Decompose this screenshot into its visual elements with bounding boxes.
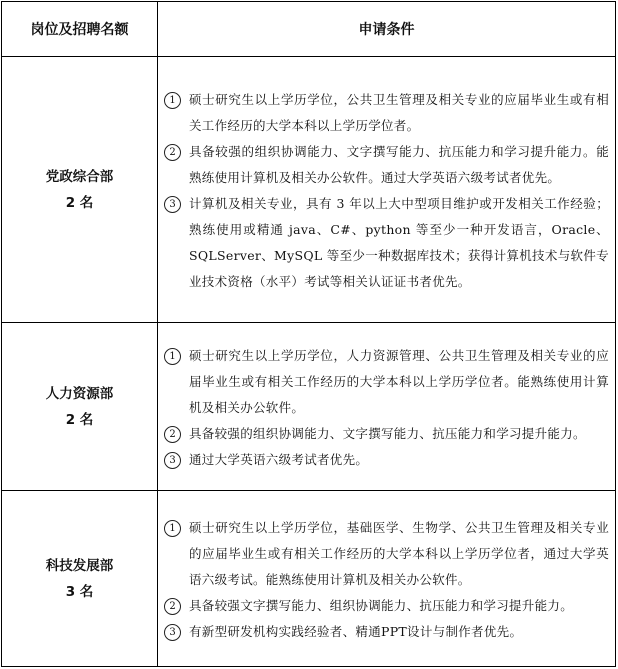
requirement-text: 具备较强的组织协调能力、文字撰写能力、抗压能力和学习提升能力。能熟练使用计算机及相关办公软件。通过大学英语六级考试者优先。 — [189, 143, 609, 185]
table-row — [2, 491, 616, 667]
requirement-text: 具备较强文字撰写能力、组织协调能力、抗压能力和学习提升能力。 — [189, 597, 574, 613]
table-row — [2, 323, 616, 491]
dept-quota: 2 名 — [65, 411, 94, 428]
requirement-text: 硕士研究生以上学历学位，人力资源管理、公共卫生管理及相关专业的应届毕业生或有相关工作经历的大学本科以上学历学位者。能熟练使用计算机及相关办公软件。 — [189, 347, 609, 415]
requirements-cell — [158, 57, 616, 323]
circled-number: 1 — [164, 348, 181, 365]
requirement-text: 有新型研发机构实践经验者、精通PPT设计与制作者优先。 — [189, 623, 523, 639]
dept-quota: 3 名 — [65, 583, 94, 600]
dept-cell — [2, 57, 158, 323]
requirement-item — [164, 421, 609, 447]
requirement-text: 硕士研究生以上学历学位，公共卫生管理及相关专业的应届毕业生或有相关工作经历的大学本科以上学历学位者。 — [189, 91, 609, 133]
requirement-item — [164, 593, 609, 619]
requirement-text: 通过大学英语六级考试者优先。 — [189, 451, 369, 467]
circled-number: 2 — [164, 598, 181, 615]
table-header-row — [2, 2, 616, 57]
circled-number: 3 — [164, 196, 181, 213]
requirement-text: 计算机及相关专业，具有 3 年以上大中型项目维护或开发相关工作经验；熟练使用或精通 java、C#、python 等至少一种开发语言，Oracle、SQLServer、MySQL 等至少一种数据库技术；获得计算机技术与软件专业技术资格（水平）考试等相关认证证书者优先。 — [189, 195, 609, 289]
requirements-cell — [158, 323, 616, 491]
dept-name: 党政综合部 — [45, 168, 114, 185]
dept-cell — [2, 323, 158, 491]
requirement-item — [164, 87, 609, 139]
header-position-quota: 岗位及招聘名额 — [2, 2, 158, 57]
requirement-item — [164, 343, 609, 421]
requirement-item — [164, 619, 609, 645]
dept-name: 人力资源部 — [45, 385, 114, 402]
requirement-text: 具备较强的组织协调能力、文字撰写能力、抗压能力和学习提升能力。 — [189, 425, 586, 441]
circled-number: 2 — [164, 144, 181, 161]
recruitment-table — [1, 1, 616, 667]
circled-number: 2 — [164, 426, 181, 443]
requirements-cell — [158, 491, 616, 667]
circled-number: 1 — [164, 92, 181, 109]
circled-number: 3 — [164, 452, 181, 469]
requirement-item — [164, 139, 609, 191]
requirement-text: 硕士研究生以上学历学位，基础医学、生物学、公共卫生管理及相关专业的应届毕业生或有相关工作经历的大学本科以上学历学位者，通过大学英语六级考试。能熟练使用计算机及相关办公软件。 — [189, 519, 609, 587]
table-row — [2, 57, 616, 323]
circled-number: 1 — [164, 520, 181, 537]
dept-name: 科技发展部 — [45, 557, 114, 574]
circled-number: 3 — [164, 624, 181, 641]
requirement-item — [164, 515, 609, 593]
dept-quota: 2 名 — [65, 194, 94, 211]
header-requirements: 申请条件 — [158, 2, 616, 57]
requirement-item — [164, 447, 609, 473]
requirement-item — [164, 191, 609, 295]
dept-cell — [2, 491, 158, 667]
